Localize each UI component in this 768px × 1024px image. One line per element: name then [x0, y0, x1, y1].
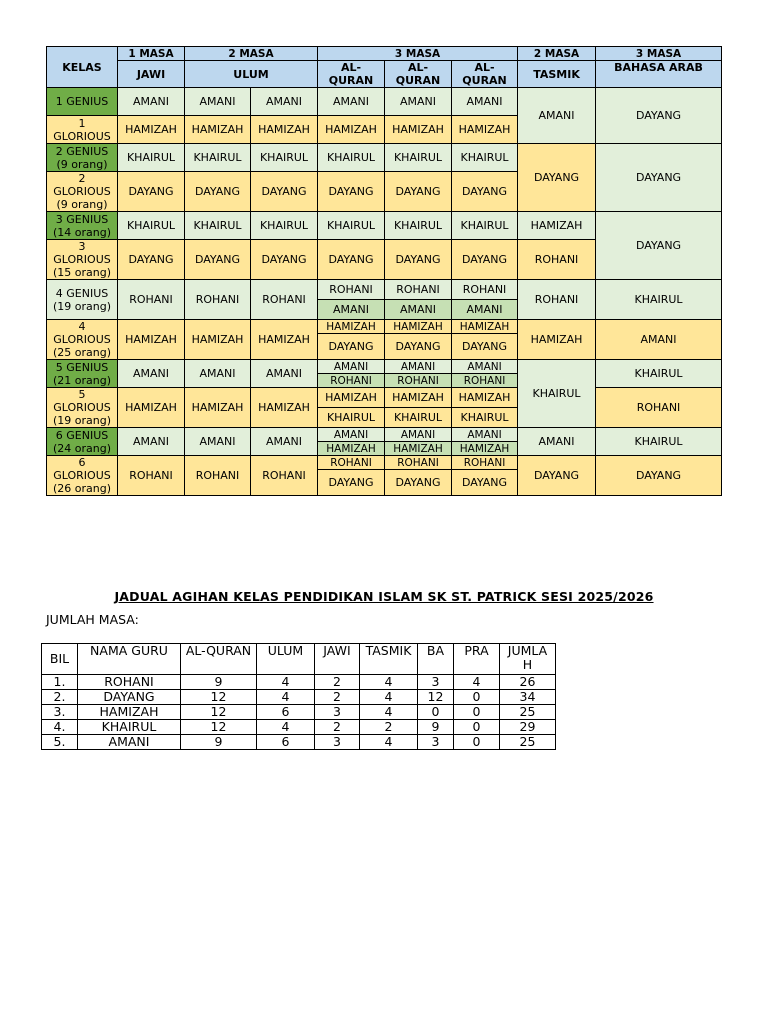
cell-ulum: 4 [257, 690, 315, 705]
cell-tasmik: DAYANG [518, 456, 596, 496]
cell-bil: 4. [42, 720, 78, 735]
cell-alquran: 12 [181, 720, 257, 735]
cell-pra: 0 [454, 720, 500, 735]
cell-tasmik: 4 [360, 675, 418, 690]
cell-ulum: ROHANI [251, 280, 318, 320]
col-header-nama-guru: NAMA GURU [78, 644, 181, 675]
cell-pra: 0 [454, 705, 500, 720]
cell-bahasa-arab: KHAIRUL [596, 428, 722, 456]
cell-bahasa-arab: DAYANG [596, 144, 722, 212]
cell-nama-guru: AMANI [78, 735, 181, 750]
cell-nama-guru: HAMIZAH [78, 705, 181, 720]
kelas-2-glorious: 2 GLORIOUS (9 orang) [47, 172, 118, 212]
cell-jumlah: 29 [500, 720, 556, 735]
cell-ba: 0 [418, 705, 454, 720]
cell-quran: HAMIZAH [452, 442, 518, 456]
cell-nama-guru: DAYANG [78, 690, 181, 705]
cell-quran: HAMIZAH [318, 320, 385, 334]
cell-quran: ROHANI [452, 374, 518, 388]
header-jawi: JAWI [118, 61, 185, 88]
cell-quran: KHAIRUL [385, 144, 452, 172]
cell-quran: ROHANI [318, 374, 385, 388]
cell-tasmik: HAMIZAH [518, 212, 596, 240]
kelas-4-glorious: 4 GLORIOUS (25 orang) [47, 320, 118, 360]
cell-bil: 3. [42, 705, 78, 720]
cell-bahasa-arab: DAYANG [596, 212, 722, 280]
cell-ulum: AMANI [185, 428, 251, 456]
table-row [42, 735, 556, 750]
cell-tasmik: ROHANI [518, 280, 596, 320]
cell-ulum: AMANI [251, 88, 318, 116]
kelas-6-glorious: 6 GLORIOUS (26 orang) [47, 456, 118, 496]
cell-ulum: HAMIZAH [185, 320, 251, 360]
cell-tasmik: ROHANI [518, 240, 596, 280]
cell-quran: DAYANG [385, 334, 452, 360]
cell-quran: AMANI [385, 88, 452, 116]
cell-jawi: 3 [315, 735, 360, 750]
col-header-alquran: AL-QURAN [181, 644, 257, 675]
kelas-5-glorious: 5 GLORIOUS (19 orang) [47, 388, 118, 428]
cell-quran: AMANI [452, 428, 518, 442]
cell-jawi: KHAIRUL [118, 144, 185, 172]
summary-table [41, 643, 556, 750]
cell-quran: AMANI [385, 300, 452, 320]
cell-quran: HAMIZAH [385, 442, 452, 456]
cell-ulum: DAYANG [251, 172, 318, 212]
header-alquran: AL- QURAN [452, 61, 518, 88]
cell-jumlah: 25 [500, 705, 556, 720]
cell-quran: DAYANG [318, 470, 385, 496]
cell-quran: KHAIRUL [452, 212, 518, 240]
kelas-1-genius: 1 GENIUS [47, 88, 118, 116]
cell-jawi: 2 [315, 720, 360, 735]
cell-tasmik: DAYANG [518, 144, 596, 212]
cell-ulum: KHAIRUL [251, 212, 318, 240]
table-row [42, 720, 556, 735]
cell-jawi: HAMIZAH [118, 320, 185, 360]
col-header-ulum: ULUM [257, 644, 315, 675]
cell-ulum: DAYANG [251, 240, 318, 280]
cell-quran: ROHANI [318, 456, 385, 470]
cell-quran: ROHANI [385, 374, 452, 388]
cell-ba: 12 [418, 690, 454, 705]
cell-ulum: ROHANI [185, 456, 251, 496]
header-masa-jawi: 1 MASA [118, 47, 185, 61]
cell-ba: 9 [418, 720, 454, 735]
cell-jawi: 3 [315, 705, 360, 720]
cell-quran: AMANI [452, 300, 518, 320]
cell-bahasa-arab: KHAIRUL [596, 360, 722, 388]
cell-quran: DAYANG [318, 172, 385, 212]
section-subtitle: JUMLAH MASA: [46, 612, 139, 627]
cell-quran: HAMIZAH [385, 116, 452, 144]
cell-quran: DAYANG [452, 470, 518, 496]
kelas-6-genius: 6 GENIUS (24 orang) [47, 428, 118, 456]
cell-ulum: AMANI [251, 428, 318, 456]
cell-quran: DAYANG [452, 172, 518, 212]
cell-jawi: 2 [315, 690, 360, 705]
cell-bil: 5. [42, 735, 78, 750]
col-header-ba: BA [418, 644, 454, 675]
cell-quran: KHAIRUL [318, 408, 385, 428]
cell-ulum: 4 [257, 675, 315, 690]
cell-quran: AMANI [452, 360, 518, 374]
cell-jumlah: 25 [500, 735, 556, 750]
cell-quran: ROHANI [385, 280, 452, 300]
cell-bahasa-arab: DAYANG [596, 88, 722, 144]
cell-bil: 2. [42, 690, 78, 705]
cell-bahasa-arab: ROHANI [596, 388, 722, 428]
cell-tasmik: KHAIRUL [518, 360, 596, 428]
cell-quran: KHAIRUL [452, 408, 518, 428]
cell-ulum: AMANI [185, 88, 251, 116]
table-row [42, 705, 556, 720]
cell-ulum: 6 [257, 705, 315, 720]
cell-quran: KHAIRUL [385, 408, 452, 428]
cell-ulum: KHAIRUL [251, 144, 318, 172]
cell-alquran: 9 [181, 675, 257, 690]
page-title: JADUAL AGIHAN KELAS PENDIDIKAN ISLAM SK ST. PATRICK SESI 2025/2026 [114, 589, 654, 604]
header-alquran: AL- QURAN [318, 61, 385, 88]
cell-jawi: AMANI [118, 428, 185, 456]
cell-quran: ROHANI [452, 280, 518, 300]
cell-nama-guru: ROHANI [78, 675, 181, 690]
cell-ulum: ROHANI [251, 456, 318, 496]
cell-ba: 3 [418, 735, 454, 750]
table-row [42, 690, 556, 705]
cell-quran: KHAIRUL [385, 212, 452, 240]
cell-ulum: DAYANG [185, 172, 251, 212]
cell-quran: KHAIRUL [452, 144, 518, 172]
cell-ulum: KHAIRUL [185, 212, 251, 240]
header-kelas: KELAS [47, 47, 118, 88]
cell-ulum: HAMIZAH [251, 320, 318, 360]
cell-tasmik: AMANI [518, 88, 596, 144]
cell-quran: HAMIZAH [385, 388, 452, 408]
header-alquran: AL- QURAN [385, 61, 452, 88]
cell-ulum: AMANI [185, 360, 251, 388]
cell-quran: ROHANI [385, 456, 452, 470]
cell-ulum: KHAIRUL [185, 144, 251, 172]
cell-alquran: 12 [181, 705, 257, 720]
table-row [42, 675, 556, 690]
kelas-3-genius: 3 GENIUS (14 orang) [47, 212, 118, 240]
cell-quran: AMANI [452, 88, 518, 116]
cell-quran: ROHANI [318, 280, 385, 300]
cell-tasmik: 4 [360, 705, 418, 720]
cell-ulum: HAMIZAH [251, 116, 318, 144]
kelas-2-genius: 2 GENIUS (9 orang) [47, 144, 118, 172]
cell-tasmik: HAMIZAH [518, 320, 596, 360]
cell-jawi: ROHANI [118, 280, 185, 320]
cell-quran: AMANI [385, 428, 452, 442]
cell-jumlah: 26 [500, 675, 556, 690]
cell-ulum: HAMIZAH [185, 388, 251, 428]
cell-ba: 3 [418, 675, 454, 690]
cell-quran: HAMIZAH [318, 388, 385, 408]
cell-pra: 0 [454, 690, 500, 705]
cell-ulum: ROHANI [185, 280, 251, 320]
cell-quran: HAMIZAH [318, 442, 385, 456]
cell-quran: DAYANG [385, 240, 452, 280]
cell-quran: HAMIZAH [318, 116, 385, 144]
header-masa-quran: 3 MASA [318, 47, 518, 61]
cell-jawi: HAMIZAH [118, 116, 185, 144]
cell-alquran: 9 [181, 735, 257, 750]
cell-quran: DAYANG [452, 240, 518, 280]
kelas-4-genius: 4 GENIUS (19 orang) [47, 280, 118, 320]
cell-quran: AMANI [318, 428, 385, 442]
col-header-jawi: JAWI [315, 644, 360, 675]
header-ulum: ULUM [185, 61, 318, 88]
header-masa-ulum: 2 MASA [185, 47, 318, 61]
cell-pra: 4 [454, 675, 500, 690]
kelas-1-glorious: 1 GLORIOUS [47, 116, 118, 144]
cell-jawi: DAYANG [118, 240, 185, 280]
cell-quran: DAYANG [452, 334, 518, 360]
cell-jawi: AMANI [118, 360, 185, 388]
cell-quran: AMANI [318, 300, 385, 320]
cell-bahasa-arab: DAYANG [596, 456, 722, 496]
cell-ulum: HAMIZAH [185, 116, 251, 144]
kelas-5-genius: 5 GENIUS (21 orang) [47, 360, 118, 388]
cell-quran: HAMIZAH [452, 388, 518, 408]
cell-jumlah: 34 [500, 690, 556, 705]
cell-jawi: DAYANG [118, 172, 185, 212]
cell-ulum: 6 [257, 735, 315, 750]
schedule-table [46, 46, 722, 496]
col-header-bil: BIL [42, 644, 78, 675]
cell-ulum: HAMIZAH [251, 388, 318, 428]
cell-ulum: AMANI [251, 360, 318, 388]
cell-quran: AMANI [385, 360, 452, 374]
cell-quran: AMANI [318, 88, 385, 116]
col-header-tasmik: TASMIK [360, 644, 418, 675]
cell-ulum: 4 [257, 720, 315, 735]
kelas-3-glorious: 3 GLORIOUS (15 orang) [47, 240, 118, 280]
cell-jawi: AMANI [118, 88, 185, 116]
cell-tasmik: 4 [360, 690, 418, 705]
cell-quran: DAYANG [385, 172, 452, 212]
cell-bahasa-arab: AMANI [596, 320, 722, 360]
cell-pra: 0 [454, 735, 500, 750]
col-header-pra: PRA [454, 644, 500, 675]
header-masa-tasmik: 2 MASA [518, 47, 596, 61]
cell-quran: HAMIZAH [452, 116, 518, 144]
cell-jawi: HAMIZAH [118, 388, 185, 428]
cell-jawi: 2 [315, 675, 360, 690]
cell-quran: DAYANG [318, 240, 385, 280]
cell-bil: 1. [42, 675, 78, 690]
cell-quran: ROHANI [452, 456, 518, 470]
cell-quran: AMANI [318, 360, 385, 374]
cell-tasmik: 4 [360, 735, 418, 750]
cell-quran: HAMIZAH [452, 320, 518, 334]
cell-jawi: KHAIRUL [118, 212, 185, 240]
cell-nama-guru: KHAIRUL [78, 720, 181, 735]
cell-quran: DAYANG [385, 470, 452, 496]
cell-alquran: 12 [181, 690, 257, 705]
cell-quran: KHAIRUL [318, 212, 385, 240]
cell-quran: KHAIRUL [318, 144, 385, 172]
header-masa-ba: 3 MASA [596, 47, 722, 61]
cell-bahasa-arab: KHAIRUL [596, 280, 722, 320]
cell-tasmik: AMANI [518, 428, 596, 456]
col-header-jumlah: JUMLA H [500, 644, 556, 675]
cell-quran: HAMIZAH [385, 320, 452, 334]
cell-quran: DAYANG [318, 334, 385, 360]
cell-jawi: ROHANI [118, 456, 185, 496]
header-bahasa-arab: BAHASA ARAB [596, 61, 722, 88]
cell-ulum: DAYANG [185, 240, 251, 280]
cell-tasmik: 2 [360, 720, 418, 735]
header-tasmik: TASMIK [518, 61, 596, 88]
